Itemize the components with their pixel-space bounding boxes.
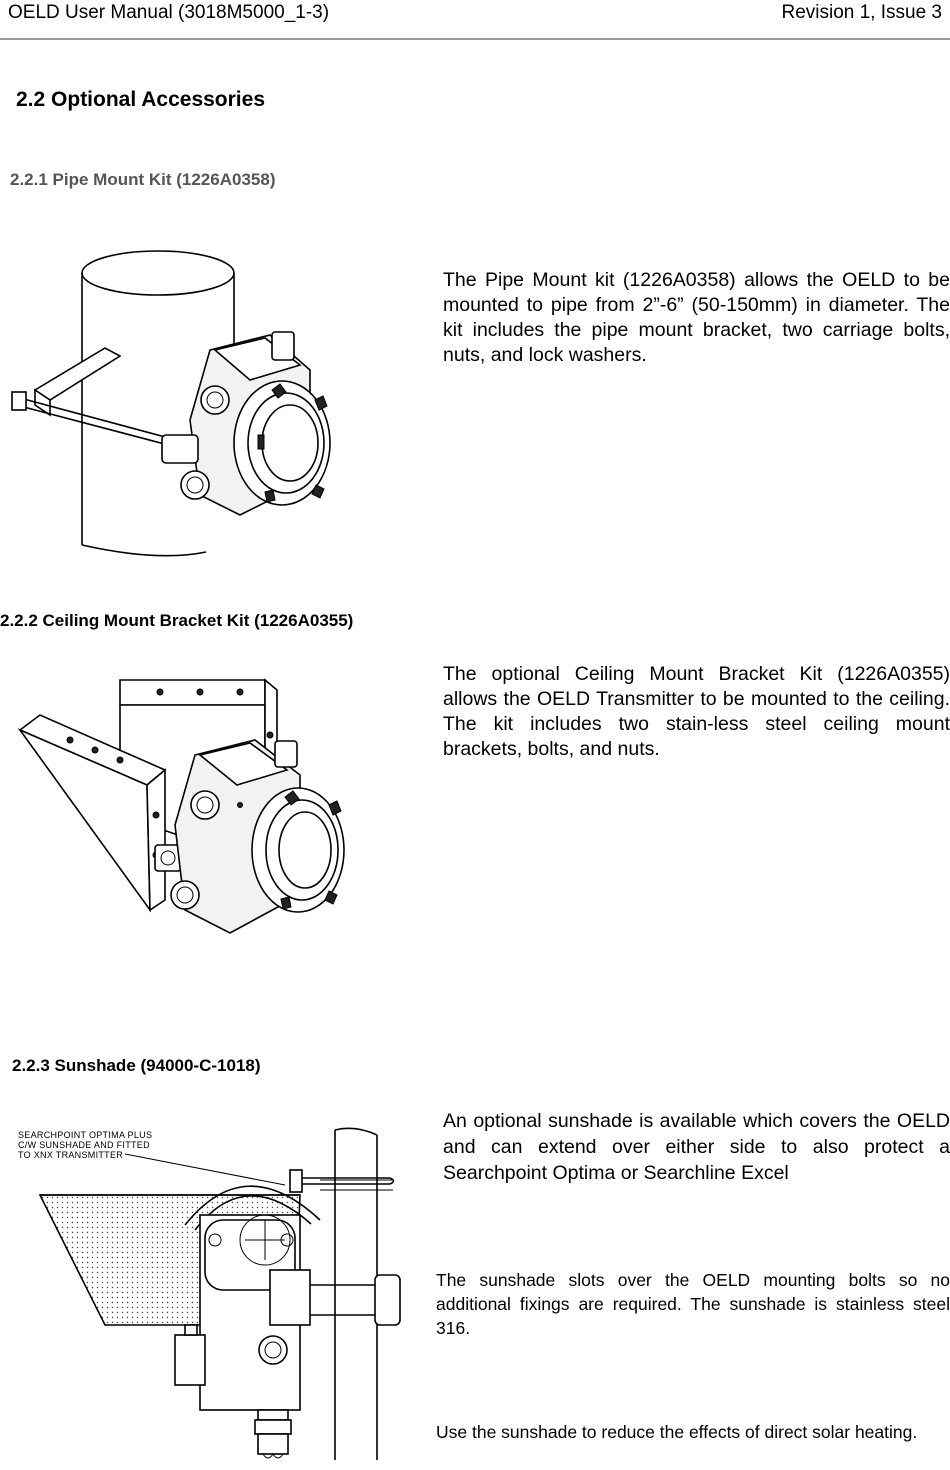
sunshade-fixing-note: The sunshade slots over the OELD mounting bolts so no additional fixings are required. The sunshade is stainless steel 316. [436,1270,950,1338]
callout-line: C/W SUNSHADE AND FITTED [18,1140,150,1150]
pipe-mount-heading: 2.2.1 Pipe Mount Kit (1226A0358) [10,170,276,189]
callout-line: TO XNX TRANSMITTER [18,1150,124,1160]
callout-line: SEARCHPOINT OPTIMA PLUS [18,1130,153,1140]
document-header-title: OELD User Manual (3018M5000_1-3) [8,2,330,23]
sunshade-description: An optional sunshade is available which covers the OELD and can extend over either side to also protect a Searchpoint Optima or Searchline Excel [443,1110,950,1184]
pipe-mount-description: The Pipe Mount kit (1226A0358) allows the OELD to be mounted to pipe from 2”-6” (50-150mm) in diameter. The kit includes the pipe mount bracket, two carriage bolts, nuts, and lock washers. [443,269,950,366]
ceiling-mount-heading: 2.2.2 Ceiling Mount Bracket Kit (1226A0355) [0,611,354,630]
sunshade-usage-note: Use the sunshade to reduce the effects of direct solar heating. [436,1422,918,1442]
pipe-mount-drawing [10,240,350,560]
sunshade-drawing [15,1120,415,1470]
sunshade-heading: 2.2.3 Sunshade (94000-C-1018) [12,1056,261,1075]
ceiling-mount-description: The optional Ceiling Mount Bracket Kit (1226A0355) allows the OELD Transmitter to be mounted to the ceiling. The kit includes two stain-less steel ceiling mount brackets, bolts, and nuts. [443,663,950,760]
document-revision: Revision 1, Issue 3 [781,2,942,23]
section-title: 2.2 Optional Accessories [16,88,265,111]
ceiling-bracket-drawing [15,665,355,955]
header-divider [0,38,950,40]
